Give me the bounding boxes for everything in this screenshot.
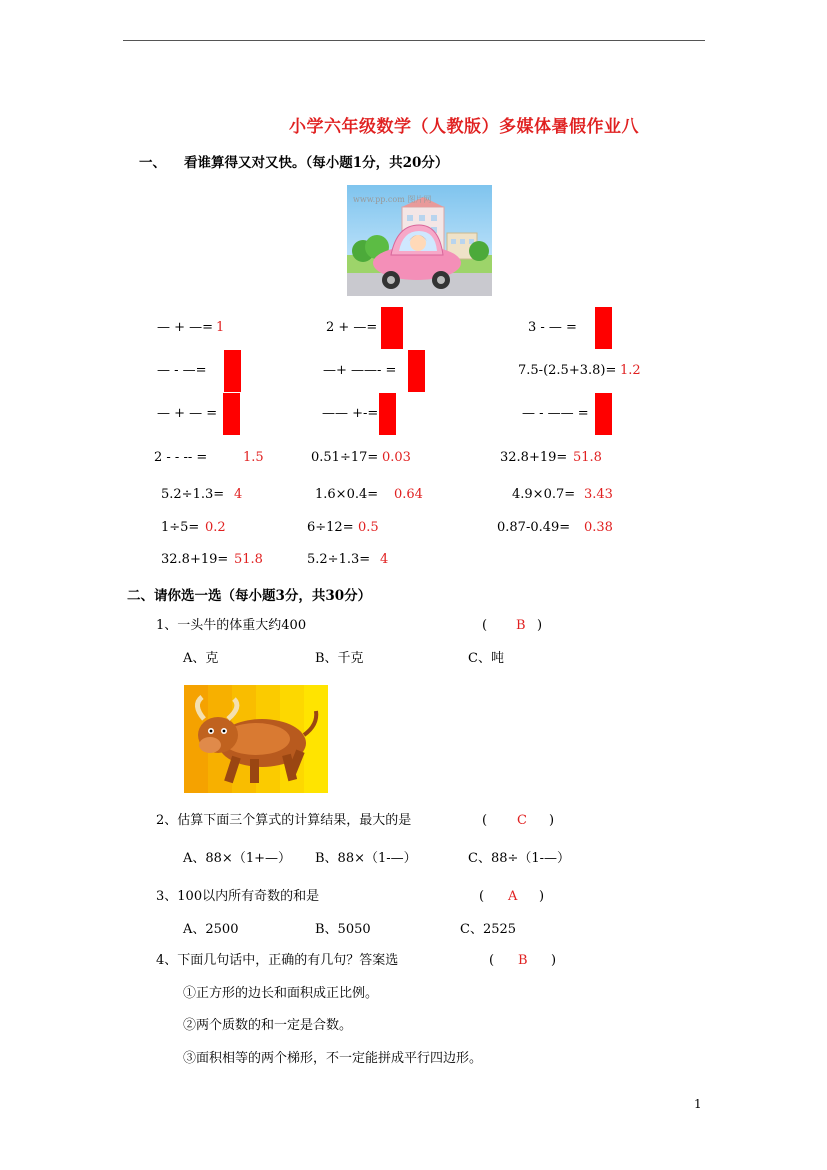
section1-number: 一、 — [139, 155, 166, 171]
calc-r3c2-question: —— +-= — [322, 406, 379, 421]
q1-text: 1、一头牛的体重大约400 — [156, 618, 307, 633]
answer-fraction-box — [595, 307, 612, 349]
calc-r2c2-question: —+ ——- = — [323, 363, 397, 378]
calc-r6c3-answer: 0.38 — [584, 520, 613, 535]
answer-fraction-box — [408, 350, 425, 392]
calc-r4c3-question: 32.8+19= — [500, 450, 568, 465]
calc-r4c1-question: 2 - - -- = — [154, 450, 208, 465]
q4-statement-3: ③面积相等的两个梯形，不一定能拼成平行四边形。 — [183, 1051, 483, 1066]
answer-fraction-box — [223, 393, 240, 435]
header-rule — [123, 40, 705, 41]
calc-r2c3-question: 7.5-(2.5+3.8)= — [518, 363, 617, 378]
q4-statement-1: ①正方形的边长和面积成正比例。 — [183, 986, 379, 1001]
calc-r4c3-answer: 51.8 — [573, 450, 602, 465]
calc-r5c1-question: 5.2÷1.3= — [161, 487, 225, 502]
calc-r6c2-question: 6÷12= — [307, 520, 354, 535]
image-watermark: www.pp.com 图片网 — [353, 195, 432, 204]
q1-open-paren: ( — [482, 618, 488, 633]
calc-r3c3-question: — - —— = — [522, 406, 589, 421]
section2-heading: 二、请你选一选（每小题3分，共30分） — [127, 588, 372, 604]
q4-open-paren: ( — [489, 953, 495, 968]
calc-r1c1-question: — + —= — [157, 320, 214, 335]
answer-fraction-box — [381, 307, 403, 349]
q3-option-b: B、5050 — [315, 922, 371, 937]
q2-open-paren: ( — [482, 813, 488, 828]
page-title: 小学六年级数学（人教版）多媒体暑假作业八 — [289, 117, 639, 137]
calc-r7c2-question: 5.2÷1.3= — [307, 552, 371, 567]
section1-heading: 看谁算得又对又快。（每小题1分，共20分） — [184, 155, 449, 171]
calc-r1c2-question: 2 + —= — [326, 320, 378, 335]
calc-r2c1-question: — - —= — [157, 363, 207, 378]
calc-r1c3-question: 3 - — = — [528, 320, 577, 335]
car-illustration — [347, 185, 492, 296]
bull-illustration — [184, 685, 328, 793]
q4-close-paren: ) — [551, 953, 557, 968]
calc-r4c1-answer: 1.5 — [243, 450, 264, 465]
calc-r1c1-answer: 1 — [216, 320, 225, 335]
q2-answer: C — [517, 813, 527, 828]
calc-r6c1-question: 1÷5= — [161, 520, 200, 535]
q4-statement-2: ②两个质数的和一定是合数。 — [183, 1018, 353, 1033]
q3-option-c: C、2525 — [460, 922, 517, 937]
q4-text: 4、下面几句话中，正确的有几句？答案选 — [156, 953, 399, 968]
q1-option-b: B、千克 — [315, 651, 364, 666]
q4-answer: B — [518, 953, 528, 968]
q2-text: 2、估算下面三个算式的计算结果，最大的是 — [156, 813, 412, 828]
q1-option-a: A、克 — [183, 651, 219, 666]
calc-r5c1-answer: 4 — [234, 487, 243, 502]
page-number: 1 — [694, 1097, 702, 1111]
q2-option-a: A、88×（1+—） — [183, 851, 291, 866]
q2-option-c: C、88÷（1-—） — [468, 851, 571, 866]
calc-r2c3-answer: 1.2 — [620, 363, 641, 378]
calc-r5c3-question: 4.9×0.7= — [512, 487, 576, 502]
calc-r7c1-question: 32.8+19= — [161, 552, 229, 567]
q1-close-paren: ) — [537, 618, 543, 633]
calc-r6c2-answer: 0.5 — [358, 520, 379, 535]
q3-text: 3、100以内所有奇数的和是 — [156, 889, 320, 904]
calc-r4c2-answer: 0.03 — [382, 450, 411, 465]
calc-r7c2-answer: 4 — [380, 552, 389, 567]
q1-answer: B — [516, 618, 526, 633]
calc-r6c1-answer: 0.2 — [205, 520, 226, 535]
q2-close-paren: ) — [549, 813, 555, 828]
q1-option-c: C、吨 — [468, 651, 504, 666]
answer-fraction-box — [224, 350, 241, 392]
answer-fraction-box — [379, 393, 396, 435]
calc-r6c3-question: 0.87-0.49= — [497, 520, 571, 535]
calc-r5c2-answer: 0.64 — [394, 487, 423, 502]
calc-r5c3-answer: 3.43 — [584, 487, 613, 502]
q3-answer: A — [508, 889, 518, 904]
calc-r7c1-answer: 51.8 — [234, 552, 263, 567]
calc-r3c1-question: — + — = — [157, 406, 218, 421]
q3-open-paren: ( — [479, 889, 485, 904]
calc-r5c2-question: 1.6×0.4= — [315, 487, 379, 502]
q3-option-a: A、2500 — [183, 922, 239, 937]
answer-fraction-box — [595, 393, 612, 435]
q3-close-paren: ) — [539, 889, 545, 904]
calc-r4c2-question: 0.51÷17= — [311, 450, 379, 465]
q2-option-b: B、88×（1-—） — [315, 851, 417, 866]
